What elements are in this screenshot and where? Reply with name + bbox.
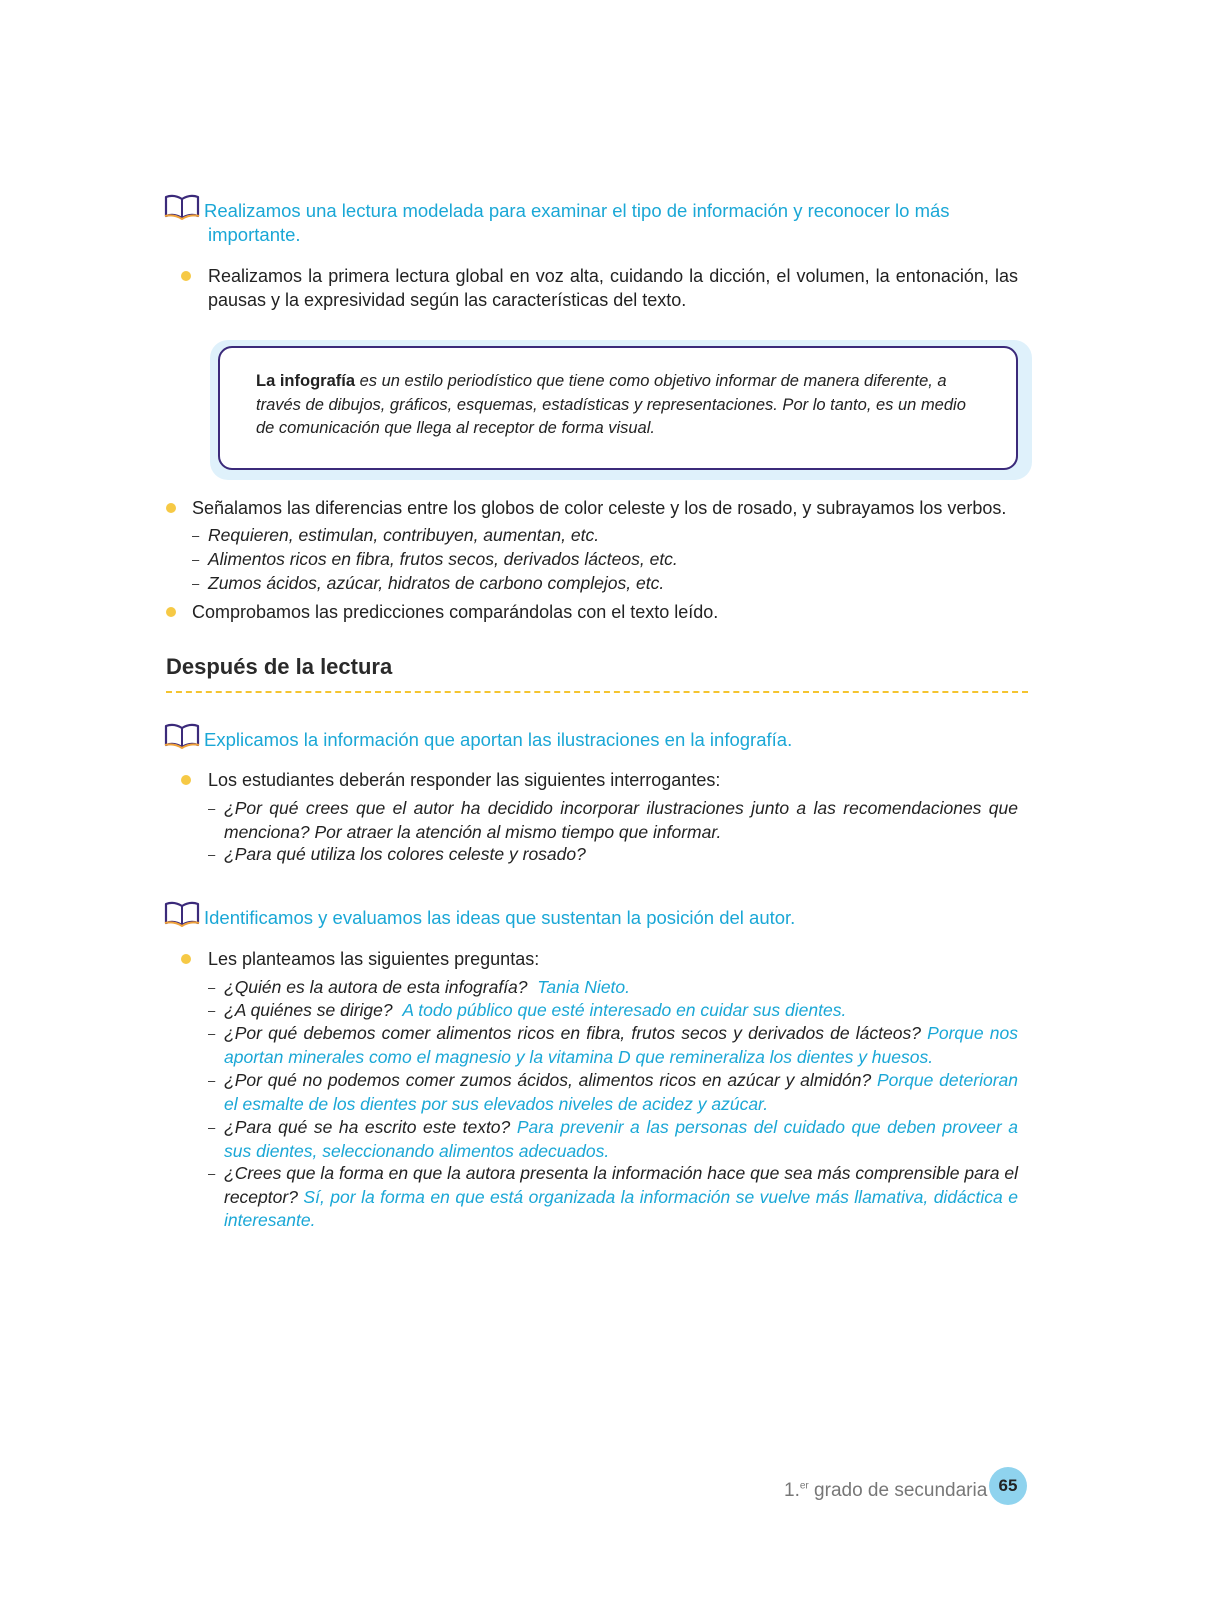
question-item	[208, 843, 1018, 867]
question-item	[208, 976, 1018, 1000]
answer-text: A todo público que esté interesado en cuidar sus dientes.	[402, 1000, 847, 1020]
question-item	[208, 1069, 1018, 1116]
dash-mark: –	[208, 1003, 216, 1018]
bullet-questions: Les planteamos las siguientes preguntas:	[208, 949, 540, 969]
dash-mark: –	[192, 576, 200, 591]
section-title: Después de la lectura	[166, 654, 393, 679]
bullet-predictions: Comprobamos las predicciones comparándolas con el texto leído.	[192, 602, 719, 622]
grade-number: 1.	[784, 1480, 800, 1501]
question-text: ¿Para qué se ha escrito este texto?	[224, 1117, 511, 1137]
question-item	[208, 1116, 1018, 1163]
page-number-badge: 65	[989, 1467, 1027, 1505]
question-text: ¿Para qué utiliza los colores celeste y rosado?	[224, 844, 586, 864]
dash-text: Alimentos ricos en fibra, frutos secos, derivados lácteos, etc.	[208, 549, 678, 569]
bullet-dot	[166, 503, 176, 513]
dash-item	[192, 548, 1012, 572]
question-item	[208, 999, 1018, 1023]
question-item	[208, 1162, 1018, 1233]
answer-text: Porque deterioran el esmalte de los dientes por sus elevados niveles de acidez y azúcar.	[224, 1070, 1018, 1114]
answer-text: Tania Nieto.	[537, 977, 631, 997]
dash-mark: –	[192, 528, 200, 543]
dash-mark: –	[208, 847, 216, 862]
question-item	[208, 797, 1018, 844]
task-heading-reading	[204, 199, 1024, 247]
definition-body: es un estilo periodístico que tiene como objetivo informar de manera diferente, a través de dibujos, gráficos, esquemas, estadísticas y representaciones. Por lo tanto, es un medio de comunicación que llega al receptor de forma visual.	[256, 372, 966, 437]
bullet-dot	[166, 607, 176, 617]
dash-mark: –	[208, 1026, 216, 1041]
section-divider	[166, 691, 1028, 693]
question-text: ¿A quiénes se dirige?	[224, 1000, 393, 1020]
question-text: ¿Por qué crees que el autor ha decidido incorporar ilustraciones junto a las recomendaciones que menciona? Por atraer la atención al mismo tiempo que informar.	[224, 798, 1018, 842]
question-text: ¿Crees que la forma en que la autora presenta la información hace que sea más comprensible para el receptor?	[224, 1163, 1018, 1207]
dash-mark: –	[208, 801, 216, 816]
task-heading-illustrations: Explicamos la información que aportan las ilustraciones en la infografía.	[204, 729, 793, 750]
bullet-differences: Señalamos las diferencias entre los globos de color celeste y los de rosado, y subrayamos los verbos.	[192, 498, 1007, 518]
bullet-dot	[181, 271, 191, 281]
bullet-students-respond: Los estudiantes deberán responder las siguientes interrogantes:	[208, 770, 721, 790]
question-item	[208, 1022, 1018, 1069]
open-book-icon	[164, 901, 200, 927]
dash-mark: –	[208, 1120, 216, 1135]
grade-ordinal: er	[799, 1480, 809, 1492]
question-text: ¿Por qué no podemos comer zumos ácidos, alimentos ricos en azúcar y almidón?	[224, 1070, 872, 1090]
grade-label	[784, 1480, 987, 1502]
dash-mark: –	[192, 552, 200, 567]
bullet-first-reading: Realizamos la primera lectura global en voz alta, cuidando la dicción, el volumen, la entonación, las pausas y la expresividad según las características del texto.	[208, 266, 1018, 310]
task-text-continued: importante.	[208, 224, 301, 245]
dash-mark: –	[208, 1166, 216, 1181]
dash-mark: –	[208, 980, 216, 995]
dash-text: Requieren, estimulan, contribuyen, aumentan, etc.	[208, 525, 600, 545]
task-heading-author-position: Identificamos y evaluamos las ideas que sustentan la posición del autor.	[204, 907, 796, 928]
dash-item	[192, 572, 1012, 596]
question-text: ¿Quién es la autora de esta infografía?	[224, 977, 528, 997]
open-book-icon	[164, 194, 200, 220]
definition-term: La infografía	[256, 372, 356, 390]
definition-callout-text	[256, 370, 986, 441]
answer-text: Porque nos aportan minerales como el magnesio y la vitamina D que remineraliza los dientes y huesos.	[224, 1023, 1018, 1067]
dash-item	[192, 524, 1012, 548]
bullet-dot	[181, 954, 191, 964]
dash-text: Zumos ácidos, azúcar, hidratos de carbono complejos, etc.	[208, 573, 665, 593]
question-text: ¿Por qué debemos comer alimentos ricos en fibra, frutos secos y derivados de lácteos?	[224, 1023, 921, 1043]
task-text: Realizamos una lectura modelada para examinar el tipo de información y reconocer lo más	[204, 200, 950, 221]
bullet-dot	[181, 775, 191, 785]
answer-text: Sí, por la forma en que está organizada la información se vuelve más llamativa, didáctica e interesante.	[224, 1186, 1018, 1230]
open-book-icon	[164, 723, 200, 749]
answer-text: Para prevenir a las personas del cuidado que deben proveer a sus dientes, seleccionando alimentos adecuados.	[224, 1117, 1018, 1161]
dash-mark: –	[208, 1073, 216, 1088]
grade-text: grado de secundaria	[808, 1480, 988, 1501]
